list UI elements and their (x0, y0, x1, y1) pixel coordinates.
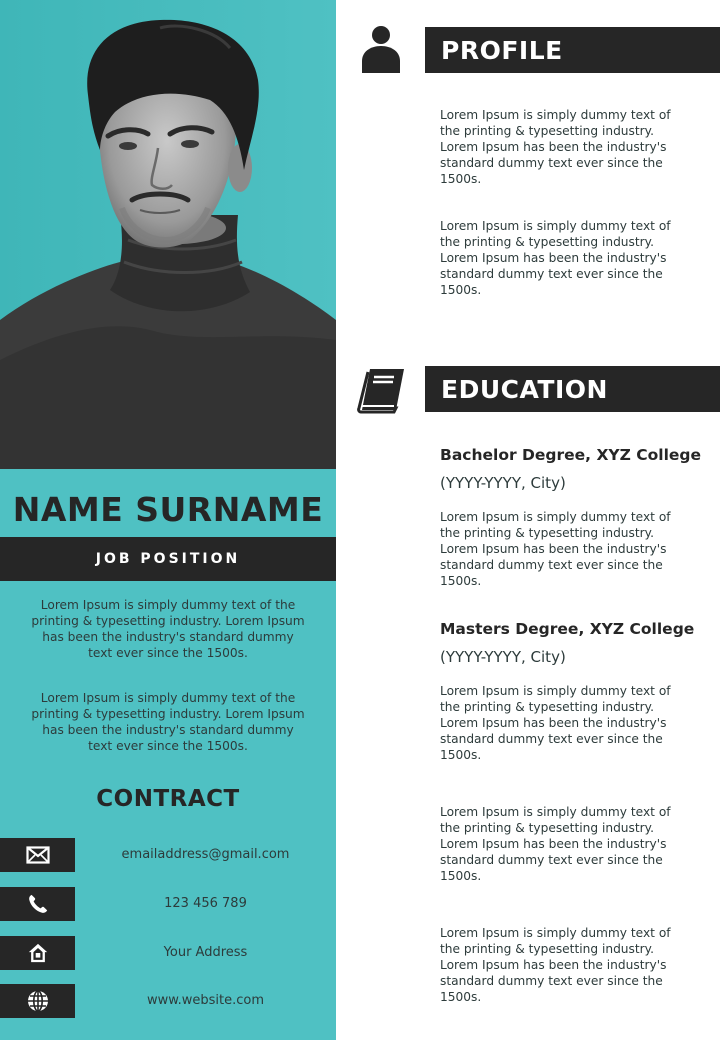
education-description-2: Lorem Ipsum is simply dummy text of the printing & typesetting industry. Lorem Ipsum has been the industry's standard dummy text ever since the 1500s. (440, 684, 671, 762)
about-paragraph-1: Lorem Ipsum is simply dummy text of the printing & typesetting industry. Lorem Ipsum has been the industry's standard dummy text ever since the 1500s. (31, 598, 305, 660)
contact-heading: CONTRACT (96, 786, 240, 812)
person-icon (360, 25, 402, 79)
person-name: NAME SURNAME (12, 490, 324, 529)
education-years-2: (YYYY-YYYY, City) (440, 648, 566, 666)
left-sidebar (0, 0, 336, 1040)
contact-email[interactable]: emailaddress@gmail.com (121, 847, 290, 862)
profile-photo (0, 0, 336, 469)
contact-phone[interactable]: 123 456 789 (164, 896, 247, 911)
education-paragraph-4: Lorem Ipsum is simply dummy text of the printing & typesetting industry. Lorem Ipsum has been the industry's standard dummy text ever since the 1500s. (440, 926, 671, 1004)
contact-address-row (0, 936, 336, 970)
globe-icon (0, 984, 75, 1018)
education-degree-2: Masters Degree, XYZ College (440, 620, 695, 638)
education-years-1: (YYYY-YYYY, City) (440, 474, 566, 492)
job-position-bar (0, 537, 336, 581)
contact-phone-row (0, 887, 336, 921)
profile-paragraph-2: Lorem Ipsum is simply dummy text of the printing & typesetting industry. Lorem Ipsum has been the industry's standard dummy text ever since the 1500s. (440, 219, 671, 297)
education-description-1: Lorem Ipsum is simply dummy text of the printing & typesetting industry. Lorem Ipsum has been the industry's standard dummy text ever since the 1500s. (440, 510, 671, 588)
education-paragraph-3: Lorem Ipsum is simply dummy text of the printing & typesetting industry. Lorem Ipsum has been the industry's standard dummy text ever since the 1500s. (440, 805, 671, 883)
book-icon (356, 366, 408, 418)
envelope-icon (0, 838, 75, 872)
contact-address: Your Address (163, 945, 248, 960)
contact-website-row (0, 984, 336, 1018)
profile-heading: PROFILE (425, 27, 720, 73)
education-degree-1: Bachelor Degree, XYZ College (440, 446, 702, 464)
profile-paragraph-1: Lorem Ipsum is simply dummy text of the printing & typesetting industry. Lorem Ipsum has been the industry's standard dummy text ever since the 1500s. (440, 108, 671, 186)
about-paragraph-2: Lorem Ipsum is simply dummy text of the printing & typesetting industry. Lorem Ipsum has been the industry's standard dummy text ever since the 1500s. (31, 691, 305, 753)
phone-icon (0, 887, 75, 921)
home-icon (0, 936, 75, 970)
education-heading: EDUCATION (425, 366, 720, 412)
contact-website[interactable]: www.website.com (146, 993, 265, 1008)
contact-email-row (0, 838, 336, 872)
job-position: JOB POSITION (95, 551, 241, 567)
